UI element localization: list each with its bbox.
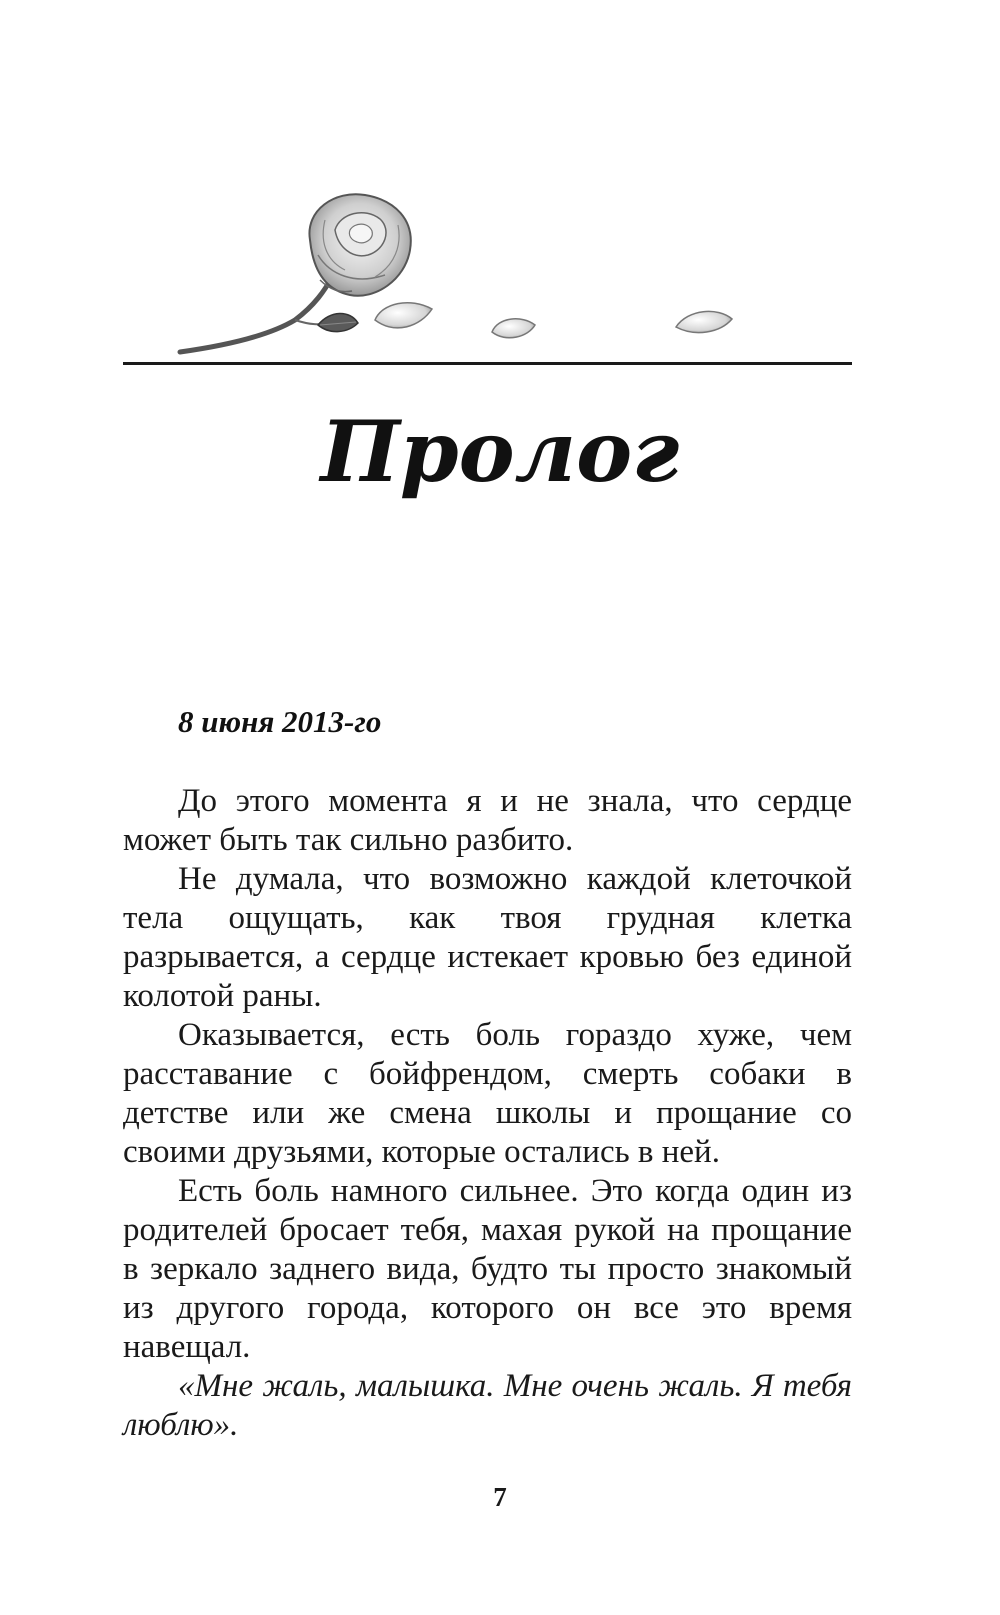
page-number: 7 xyxy=(493,1482,507,1512)
fallen-petal-1 xyxy=(375,303,432,328)
paragraph: Не думала, что возможно каждой клеточкой тела ощущать, как твоя грудная клетка разрывается, а сердце истекает кровью без единой колотой раны. xyxy=(123,861,852,1014)
paragraph: До этого момента я и не знала, что сердце может быть так сильно разбито. xyxy=(123,783,852,858)
rose-with-petals-icon xyxy=(170,185,790,360)
paragraph: Оказывается, есть боль гораздо хуже, чем расставание с бойфрендом, смерть собаки в детстве или же смена школы и прощание со своими друзьями, которые остались в ней. xyxy=(123,1017,852,1170)
chapter-divider-rule xyxy=(123,362,852,365)
rose-stem xyxy=(180,277,332,352)
fallen-petal-2 xyxy=(492,319,535,338)
chapter-date: 8 июня 2013-го xyxy=(178,704,382,739)
chapter-title: Пролог xyxy=(320,402,680,501)
quote-paragraph: «Мне жаль, малышка. Мне очень жаль. Я тебя люблю». xyxy=(123,1368,852,1443)
paragraph: Есть боль намного сильнее. Это когда один из родителей бросает тебя, махая рукой на прощание в зеркало заднего вида, будто ты просто знакомый из другого города, которого он все это время навещал. xyxy=(123,1173,852,1365)
chapter-body xyxy=(123,782,852,1445)
fallen-petal-3 xyxy=(676,311,732,332)
rose-bloom xyxy=(309,194,410,296)
